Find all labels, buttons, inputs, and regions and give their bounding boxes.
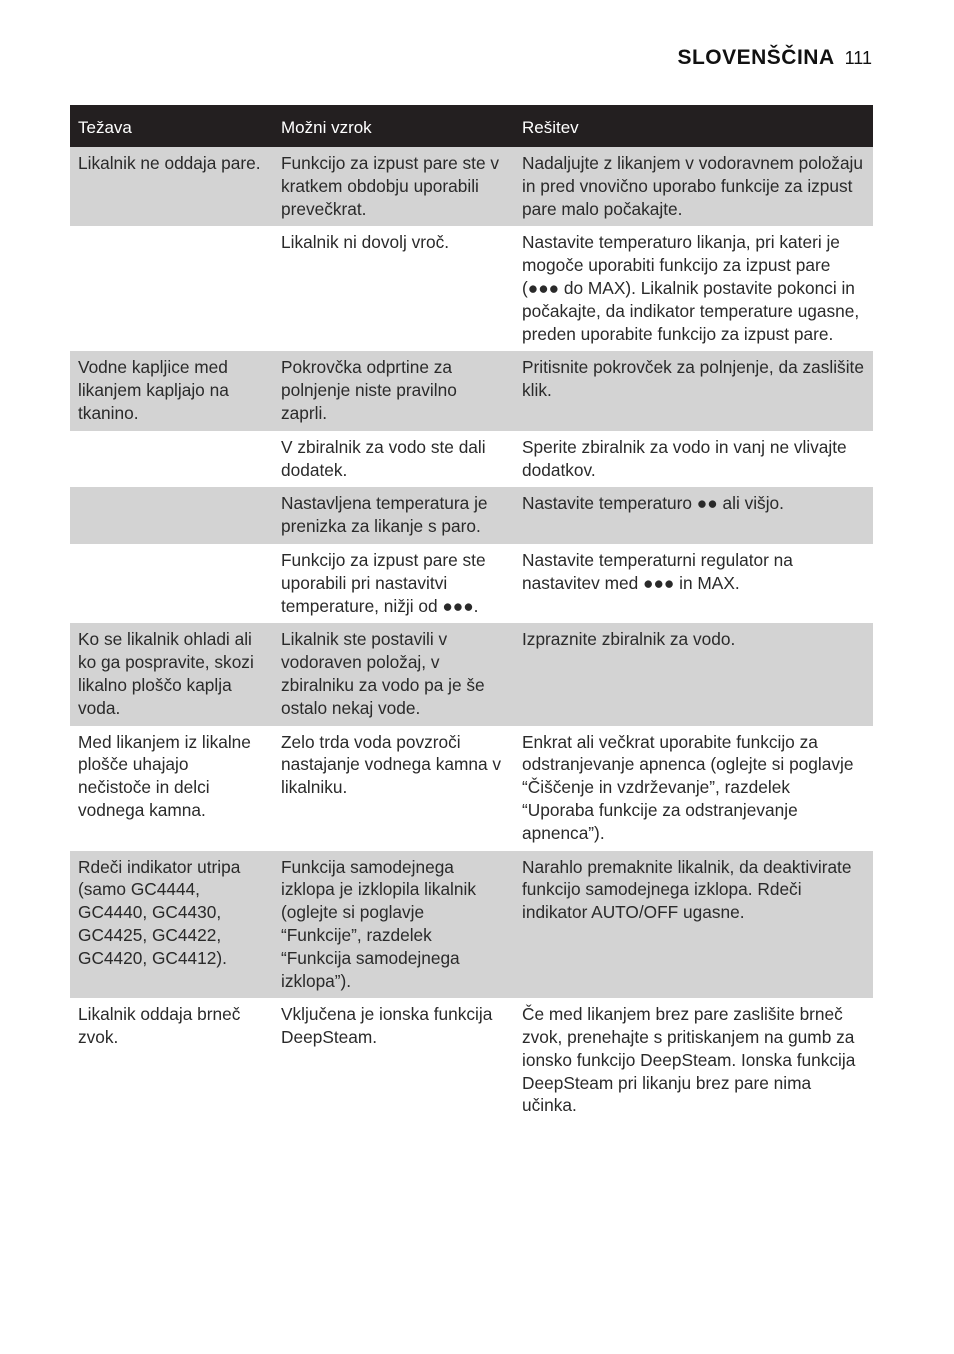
problem-cell: Ko se likalnik ohladi ali ko ga pospravite, skozi likalno ploščo kaplja voda.: [70, 623, 273, 725]
problem-cell: Rdeči indikator utripa (samo GC4444, GC4440, GC4430, GC4425, GC4422, GC4420, GC4412).: [70, 851, 273, 999]
table-row: [70, 351, 873, 430]
problem-cell: [70, 431, 273, 488]
table-row: [70, 623, 873, 725]
solution-cell: Nadaljujte z likanjem v vodoravnem položaju in pred vnovično uporabo funkcije za izpust pare malo počakajte.: [514, 147, 873, 226]
problem-cell: Vodne kapljice med likanjem kapljajo na tkanino.: [70, 351, 273, 430]
solution-cell: Narahlo premaknite likalnik, da deaktivirate funkcijo samodejnega izklopa. Rdeči indikator AUTO/OFF ugasne.: [514, 851, 873, 999]
table-row: [70, 226, 873, 351]
solution-cell: Pritisnite pokrovček za polnjenje, da zaslišite klik.: [514, 351, 873, 430]
table-header: [70, 105, 873, 147]
table-row: [70, 851, 873, 999]
solution-cell: Nastavite temperaturni regulator na nastavitev med ●●● in MAX.: [522, 549, 793, 593]
page-number: 111: [844, 48, 872, 68]
cause-cell: Funkcijo za izpust pare ste uporabili pri nastavitvi temperature, nižji od ●●●.: [281, 549, 486, 616]
problem-cell: Med likanjem iz likalne plošče uhajajo nečistoče in delci vodnega kamna.: [78, 731, 251, 820]
problem-cell: [70, 544, 273, 623]
cause-cell: Pokrovčka odprtine za polnjenje niste pravilno zaprli.: [273, 351, 514, 430]
column-header-problem: Težava: [70, 105, 273, 147]
cause-cell: Funkcijo za izpust pare ste v kratkem obdobju uporabili prevečkrat.: [273, 147, 514, 226]
solution-cell: Če med likanjem brez pare zaslišite brneč zvok, prenehajte s pritiskanjem na gumb za ionsko funkcijo DeepSteam. Ionska funkcija DeepSteam pri likanju brez pare nima učinka.: [522, 1004, 856, 1116]
cause-cell: Funkcija samodejnega izklopa je izklopila likalnik (oglejte si poglavje “Funkcije”, razdelek “Funkcija samodejnega izklopa”).: [273, 851, 514, 999]
solution-cell: Enkrat ali večkrat uporabite funkcijo za odstranjevanje apnenca (oglejte si poglavje “Čiščenje in vzdrževanje”, razdelek “Uporaba funkcije za odstranjevanje apnenca”).: [522, 731, 854, 843]
problem-cell: Likalnik oddaja brneč zvok.: [78, 1004, 241, 1048]
cause-cell: Nastavljena temperatura je prenizka za likanje s paro.: [273, 487, 514, 544]
table-header-row: [70, 105, 873, 147]
solution-cell: Nastavite temperaturo ●● ali višjo.: [514, 487, 873, 544]
problem-cell: Likalnik ne oddaja pare.: [70, 147, 273, 226]
cause-cell: Zelo trda voda povzroči nastajanje vodnega kamna v likalniku.: [281, 731, 502, 798]
solution-cell: Izpraznite zbiralnik za vodo.: [514, 623, 873, 725]
problem-cell: [70, 226, 273, 351]
table-row: [70, 147, 873, 226]
language-title: SLOVENŠČINA: [677, 46, 835, 69]
column-header-cause: Možni vzrok: [273, 105, 514, 147]
problem-cell: [70, 487, 273, 544]
cause-cell: Likalnik ste postavili v vodoraven položaj, v zbiralniku za vodo pa je še ostalo nekaj vode.: [273, 623, 514, 725]
cause-cell: V zbiralnik za vodo ste dali dodatek.: [281, 436, 486, 480]
table-row: [70, 431, 873, 488]
table-row: [70, 726, 873, 851]
solution-cell: Nastavite temperaturo likanja, pri kateri je mogoče uporabiti funkcijo za izpust pare (●●● do MAX). Likalnik postavite pokonci in počakajte, da indikator temperature ugasne, preden uporabite funkcijo za izpust pare.: [522, 232, 860, 344]
cause-cell: Vključena je ionska funkcija DeepSteam.: [281, 1004, 493, 1048]
solution-cell: Sperite zbiralnik za vodo in vanj ne vlivajte dodatkov.: [522, 436, 847, 480]
table-row: [70, 998, 873, 1123]
cause-cell: Likalnik ni dovolj vroč.: [281, 232, 450, 253]
column-header-solution: Rešitev: [514, 105, 873, 147]
troubleshooting-table: [70, 105, 873, 1123]
table-row: [70, 487, 873, 544]
table-row: [70, 544, 873, 623]
table-body: [70, 147, 873, 1123]
page-header: [677, 46, 872, 70]
